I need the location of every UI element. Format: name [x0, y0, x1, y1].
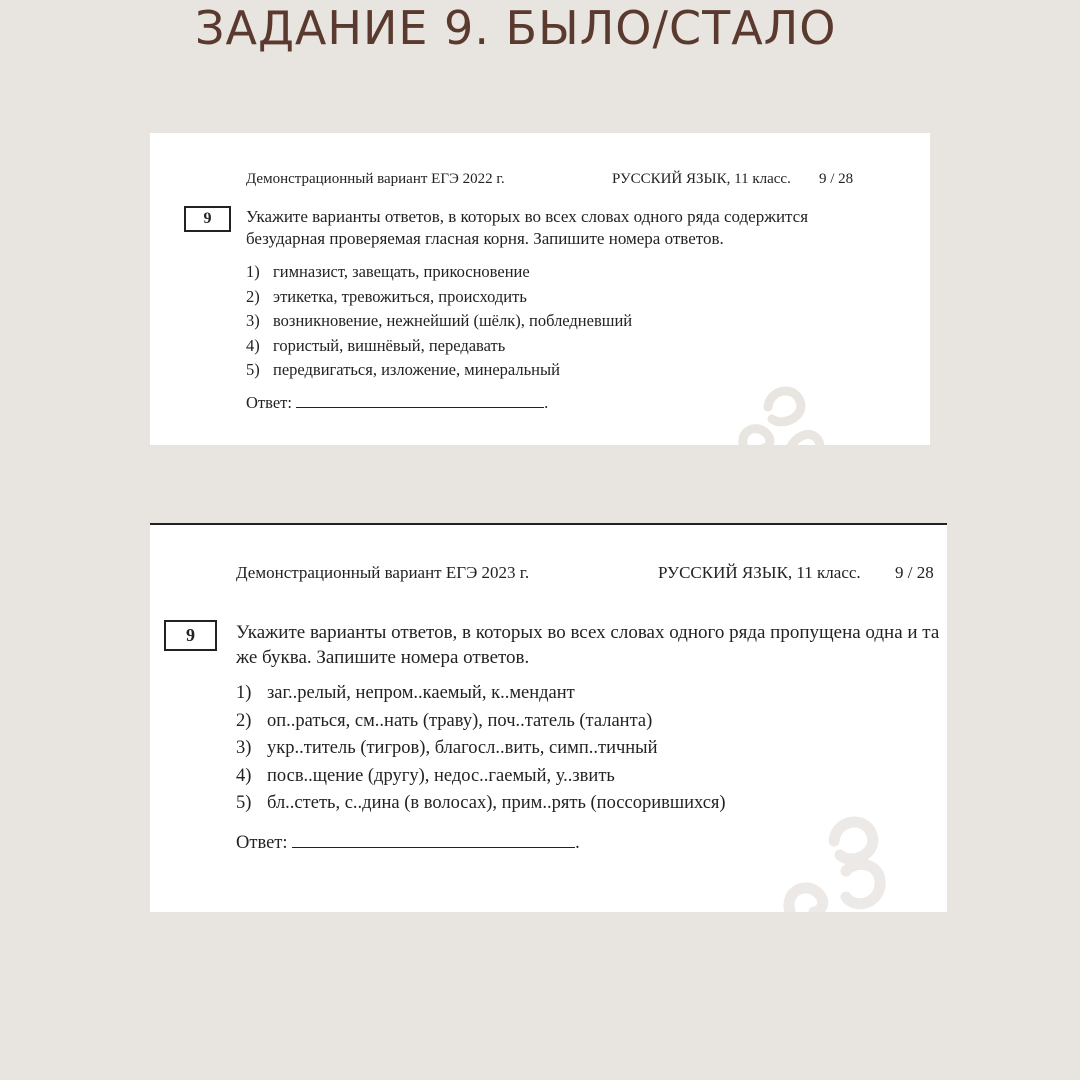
option-item: [246, 334, 632, 359]
card-header-subject: РУССКИЙ ЯЗЫК, 11 класс.: [612, 171, 791, 187]
card-header-page: 9 / 28: [895, 563, 934, 582]
option-text: гимназист, завещать, прикосновение: [273, 262, 530, 281]
slide-title: ЗАДАНИЕ 9. БЫЛО/СТАЛО: [195, 1, 837, 55]
option-item: [246, 358, 632, 383]
option-text: заг..релый, непром..каемый, к..мендант: [267, 683, 575, 703]
answer-row: [246, 393, 548, 413]
option-text: этикетка, тревожиться, происходить: [273, 286, 527, 306]
option-number: 4): [246, 335, 260, 355]
option-number: 3): [246, 311, 260, 330]
option-text: укр..титель (тигров), благосл..вить, симп..тичный: [267, 738, 658, 758]
card-header-subject: РУССКИЙ ЯЗЫК, 11 класс.: [658, 563, 861, 582]
option-number: 5): [246, 360, 260, 379]
answer-blank-line: [292, 847, 575, 848]
option-number: 4): [236, 765, 252, 786]
option-text: возникновение, нежнейший (шёлк), побледневший: [273, 311, 633, 330]
exam-card-2022: [150, 133, 930, 445]
option-number: 3): [236, 738, 252, 758]
watermark-ornament-icon: [720, 373, 840, 445]
option-item: [246, 285, 632, 310]
option-item: [236, 735, 726, 763]
option-item: [236, 680, 726, 708]
option-item: [236, 790, 726, 818]
option-number: 2): [246, 286, 260, 306]
answer-options: [246, 260, 632, 383]
card-header-variant: Демонстрационный вариант ЕГЭ 2022 г.: [246, 171, 505, 187]
answer-row: [236, 833, 580, 854]
option-item: [236, 708, 726, 736]
answer-end: .: [544, 393, 549, 412]
option-text: оп..раться, см..нать (траву), поч..татель (таланта): [267, 710, 653, 731]
answer-blank-line: [296, 407, 544, 408]
option-text: бл..стеть, с..дина (в волосах), прим..рять (поссорившихся): [267, 793, 726, 813]
option-item: [246, 309, 632, 334]
card-header-page: 9 / 28: [819, 171, 854, 187]
task-number-box: 9: [184, 206, 231, 232]
option-item: [236, 763, 726, 791]
question-text: Укажите варианты ответов, в которых во всех словах одного ряда пропущена одна и та же буква. Запишите номера ответов.: [236, 622, 940, 668]
option-number: 5): [236, 793, 252, 813]
task-number-box: 9: [164, 620, 217, 651]
option-text: посв..щение (другу), недос..гаемый, у..звить: [267, 765, 615, 786]
option-number: 1): [236, 683, 252, 703]
answer-label: Ответ:: [246, 393, 292, 412]
option-text: передвигаться, изложение, минеральный: [273, 360, 560, 379]
option-number: 2): [236, 710, 252, 731]
option-item: [246, 260, 632, 285]
option-number: 1): [246, 262, 260, 281]
card-header-variant: Демонстрационный вариант ЕГЭ 2023 г.: [236, 563, 530, 582]
answer-label: Ответ:: [236, 833, 288, 853]
question-text: Укажите варианты ответов, в которых во всех словах одного ряда содержится безударная проверяемая гласная корня. Запишите номера ответов.: [246, 207, 809, 248]
answer-end: .: [575, 833, 580, 853]
watermark-ornament-icon: [750, 805, 910, 912]
option-text: гористый, вишнёвый, передавать: [273, 335, 506, 355]
answer-options: [236, 680, 726, 818]
exam-card-2023: [150, 523, 947, 912]
